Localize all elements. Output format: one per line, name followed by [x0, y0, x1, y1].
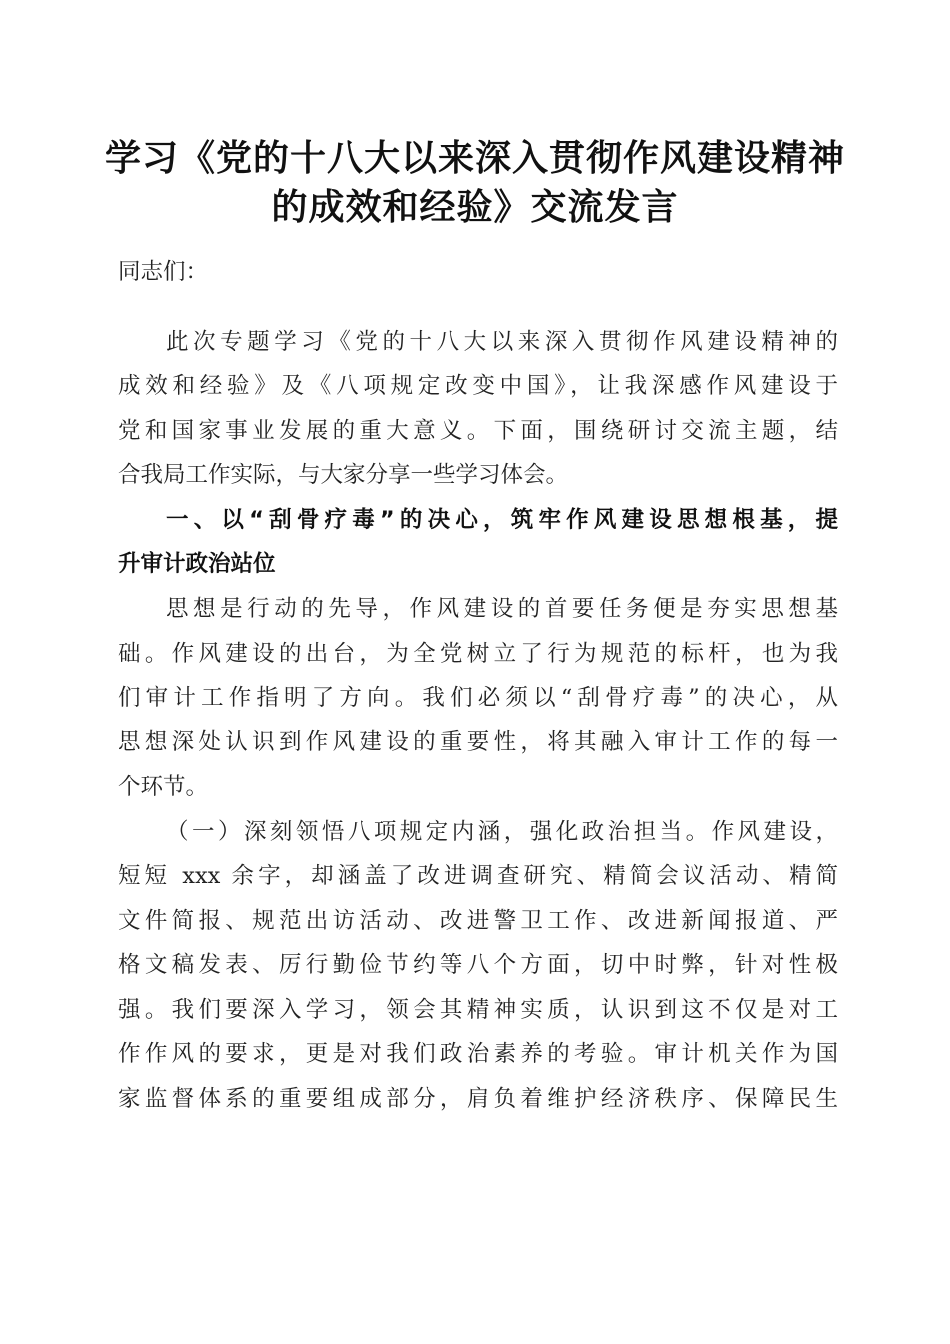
section-para-line: 思想深处认识到作风建设的重要性，将其融入审计工作的每一 [118, 729, 838, 755]
section-para-line: 个环节。 [118, 774, 209, 800]
subsection-line: 家监督体系的重要组成部分，肩负着维护经济秩序、保障民生 [118, 1086, 838, 1112]
section-para-line: 思想是行动的先导，作风建设的首要任务便是夯实思想基 [166, 596, 838, 622]
intro-line: 此次专题学习《党的十八大以来深入贯彻作风建设精神的 [166, 329, 838, 355]
subsection-line: 作作风的要求，更是对我们政治素养的考验。审计机关作为国 [118, 1041, 838, 1067]
subsection-line: 文件简报、规范出访活动、改进警卫工作、改进新闻报道、严 [118, 908, 838, 934]
document-title-line-2: 的成效和经验》交流发言 [271, 187, 679, 228]
intro-line: 党和国家事业发展的重大意义。下面，围绕研讨交流主题，结 [118, 418, 838, 444]
subsection-line: 强。我们要深入学习，领会其精神实质，认识到这不仅是对工 [118, 997, 838, 1023]
intro-line: 合我局工作实际，与大家分享一些学习体会。 [118, 462, 569, 488]
section-para-line: 础。作风建设的出台，为全党树立了行为规范的标杆，也为我 [118, 641, 838, 667]
document-title-line-1: 学习《党的十八大以来深入贯彻作风建设精神 [104, 138, 845, 179]
section-para-line: 们审计工作指明了方向。我们必须以“刮骨疗毒”的决心，从 [118, 685, 838, 711]
salutation: 同志们： [118, 259, 209, 285]
intro-line: 成效和经验》及《八项规定改变中国》，让我深感作风建设于 [118, 373, 838, 399]
subsection-line: 格文稿发表、厉行勤俭节约等八个方面，切中时弊，针对性极 [118, 952, 838, 978]
section-heading-line: 一、以“刮骨疗毒”的决心，筑牢作风建设思想根基，提 [166, 507, 838, 533]
section-heading-line: 升审计政治站位 [118, 551, 276, 577]
subsection-line: 短短 xxx 余字，却涵盖了改进调查研究、精简会议活动、精简 [118, 863, 838, 889]
subsection-line: （一）深刻领悟八项规定内涵，强化政治担当。作风建设， [166, 819, 838, 845]
